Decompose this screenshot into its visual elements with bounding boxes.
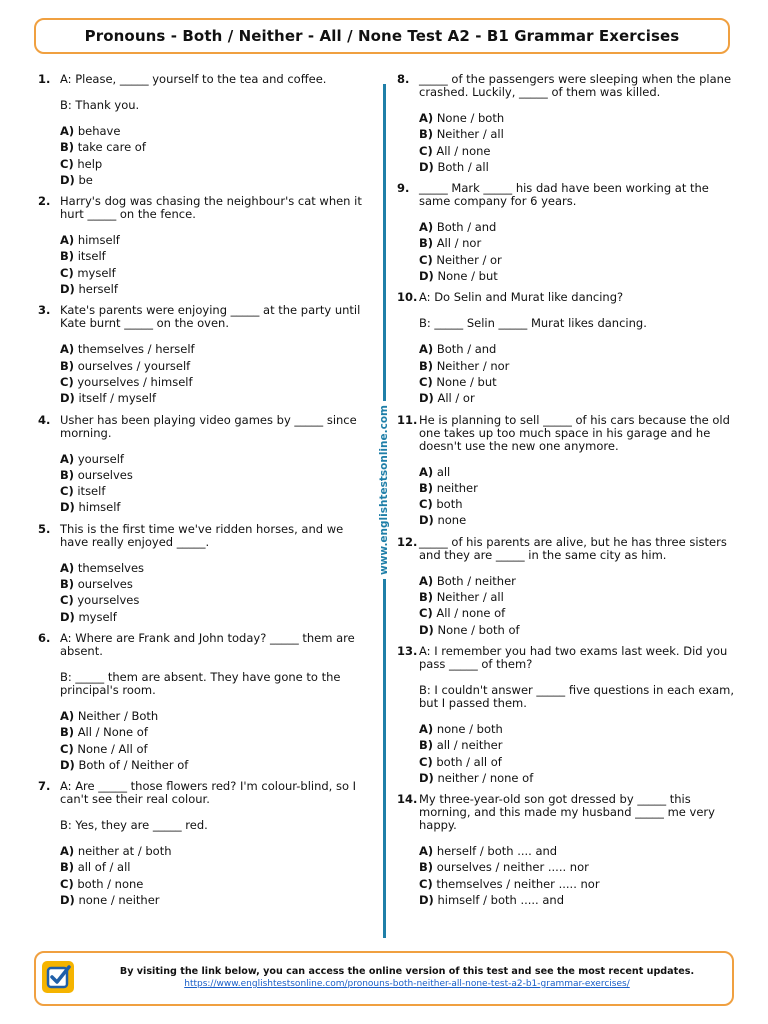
option-text: yourselves [77, 593, 140, 608]
answer-option[interactable] [60, 594, 368, 610]
answer-option[interactable] [60, 283, 368, 299]
question-text: A: Please, _____ yourself to the tea and coffee. [60, 72, 327, 86]
answer-option[interactable] [60, 141, 368, 157]
answer-option[interactable] [419, 498, 742, 514]
question-item [397, 645, 742, 788]
option-letter: B) [60, 140, 75, 155]
question-item [38, 304, 368, 408]
option-text: ourselves / neither ..... nor [436, 860, 589, 875]
option-letter: C) [60, 484, 74, 499]
question-number: 1. [38, 72, 51, 86]
answer-option[interactable] [419, 845, 742, 861]
answer-option[interactable] [60, 878, 368, 894]
option-text: all [436, 464, 451, 479]
question-item [38, 195, 368, 299]
option-text: Both / and [436, 220, 497, 235]
answer-option[interactable] [419, 128, 742, 144]
option-letter: D) [60, 172, 75, 187]
footer-box [34, 951, 734, 1006]
option-letter: A) [419, 464, 434, 479]
option-letter: D) [60, 609, 75, 624]
option-text: Both / all [437, 159, 489, 174]
option-letter: B) [60, 577, 75, 592]
answer-option[interactable] [419, 270, 742, 286]
question-text: B: _____ them are absent. They have gone to the principal's room. [60, 669, 341, 697]
question-text: B: Yes, they are _____ red. [60, 818, 208, 833]
option-letter: D) [419, 159, 434, 174]
option-text: None / but [437, 269, 498, 284]
question-text: This is the first time we've ridden horses, and we have really enjoyed _____. [60, 521, 344, 549]
question-text: A: Do Selin and Murat like dancing? [419, 290, 624, 305]
option-letter: B) [419, 860, 434, 875]
option-text: None / All of [77, 741, 148, 756]
option-letter: A) [419, 111, 434, 125]
question-number: 2. [38, 194, 51, 209]
question-text: My three-year-old son got dressed by _____ this morning, and this made my husband _____ me very happy. [419, 792, 715, 833]
question-body [60, 780, 368, 910]
option-text: Neither / or [436, 252, 502, 267]
right-question-column [397, 73, 742, 915]
page-title: Pronouns - Both / Neither - All / None Test A2 - B1 Grammar Exercises [84, 27, 680, 45]
answer-option[interactable] [60, 360, 368, 376]
option-text: Neither / all [436, 127, 504, 142]
option-text: behave [77, 124, 121, 138]
option-text: All / or [437, 391, 475, 406]
question-number: 10. [397, 290, 418, 305]
answer-option[interactable] [419, 878, 742, 894]
question-item [397, 182, 742, 286]
option-letter: D) [419, 893, 434, 908]
question-body [419, 73, 742, 177]
option-text: be [78, 172, 93, 187]
answer-option[interactable] [419, 575, 742, 591]
question-text: A: Where are Frank and John today? _____ them are absent. [60, 630, 355, 658]
option-text: myself [77, 265, 116, 280]
question-number: 5. [38, 521, 51, 536]
option-text: myself [78, 609, 117, 624]
answer-option[interactable] [60, 894, 368, 910]
option-text: help [77, 156, 103, 171]
option-letter: A) [60, 560, 75, 575]
question-body [419, 182, 742, 286]
question-number: 13. [397, 643, 418, 658]
question-number: 11. [397, 412, 418, 427]
option-letter: A) [60, 124, 75, 138]
question-body [419, 645, 742, 788]
option-letter: B) [60, 860, 75, 875]
option-text: take care of [77, 140, 146, 155]
option-letter: C) [419, 754, 433, 769]
option-letter: B) [60, 249, 75, 264]
question-item [38, 523, 368, 627]
answer-option[interactable] [60, 250, 368, 266]
option-text: yourself [77, 451, 124, 466]
option-letter: C) [60, 741, 74, 756]
option-letter: C) [419, 374, 433, 389]
question-item [38, 73, 368, 190]
question-body [60, 523, 368, 627]
answer-option[interactable] [419, 221, 742, 237]
answer-option[interactable] [60, 501, 368, 517]
answer-option[interactable] [419, 482, 742, 498]
option-letter: C) [60, 156, 74, 171]
option-text: None / both [436, 111, 505, 125]
answer-option[interactable] [60, 343, 368, 359]
question-item [397, 536, 742, 640]
answer-option[interactable] [60, 174, 368, 190]
question-item [38, 632, 368, 775]
option-letter: B) [419, 127, 434, 142]
answer-option[interactable] [60, 861, 368, 877]
option-text: all of / all [77, 860, 131, 875]
option-text: both / all of [436, 754, 502, 769]
answer-option[interactable] [419, 392, 742, 408]
option-text: all / neither [436, 738, 503, 753]
answer-option[interactable] [419, 739, 742, 755]
option-text: ourselves [77, 467, 133, 482]
left-question-column [38, 73, 368, 915]
answer-option[interactable] [419, 514, 742, 530]
question-text: B: Thank you. [60, 98, 140, 112]
question-body [419, 536, 742, 640]
answer-option[interactable] [419, 607, 742, 623]
question-number: 4. [38, 412, 51, 427]
answer-option[interactable] [419, 343, 742, 359]
option-letter: D) [60, 757, 75, 772]
option-text: himself / both ..... and [437, 893, 565, 908]
option-letter: C) [419, 143, 433, 158]
option-letter: C) [60, 265, 74, 280]
question-text: Harry's dog was chasing the neighbour's cat when it hurt _____ on the fence. [60, 194, 362, 222]
answer-option[interactable] [60, 469, 368, 485]
answer-option[interactable] [419, 756, 742, 772]
option-letter: C) [60, 593, 74, 608]
question-number: 9. [397, 181, 410, 196]
question-text: B: _____ Selin _____ Murat likes dancing. [419, 316, 647, 331]
option-letter: A) [419, 342, 434, 357]
question-item [397, 73, 742, 177]
option-text: none / both [436, 721, 503, 736]
question-text: _____ Mark _____ his dad have been working at the same company for 6 years. [419, 181, 709, 209]
option-text: Both / and [436, 342, 497, 357]
question-number: 7. [38, 779, 51, 794]
question-number: 14. [397, 792, 418, 807]
title-box [34, 18, 730, 54]
option-letter: A) [419, 721, 434, 736]
option-letter: A) [419, 573, 434, 588]
answer-option[interactable] [60, 743, 368, 759]
answer-option[interactable] [60, 611, 368, 627]
answer-option[interactable] [60, 726, 368, 742]
option-text: neither at / both [77, 844, 172, 859]
option-letter: B) [419, 480, 434, 495]
option-letter: B) [419, 236, 434, 251]
answer-option[interactable] [60, 485, 368, 501]
option-letter: B) [60, 467, 75, 482]
option-text: Neither / Both [77, 708, 159, 723]
option-letter: C) [419, 252, 433, 267]
question-body [60, 304, 368, 408]
answer-option[interactable] [60, 376, 368, 392]
option-letter: C) [419, 497, 433, 512]
option-letter: B) [419, 358, 434, 373]
question-body [60, 195, 368, 299]
answer-option[interactable] [419, 591, 742, 607]
option-text: All / None of [77, 725, 148, 740]
option-letter: A) [60, 342, 75, 357]
question-item [397, 793, 742, 910]
test-link[interactable]: https://www.englishtestsonline.com/pronouns-both-neither-all-none-test-a2-b1-grammar-exercises/ [184, 979, 630, 989]
answer-option[interactable] [60, 845, 368, 861]
option-letter: D) [419, 513, 434, 528]
watermark-text: www.englishtestsonline.com [378, 401, 390, 579]
option-letter: D) [419, 269, 434, 284]
answer-option[interactable] [60, 562, 368, 578]
option-letter: D) [60, 391, 75, 406]
option-text: All / none of [436, 606, 506, 621]
answer-option[interactable] [60, 453, 368, 469]
question-number: 3. [38, 303, 51, 318]
question-number: 6. [38, 630, 51, 645]
option-letter: A) [60, 708, 75, 723]
answer-option[interactable] [419, 254, 742, 270]
option-letter: B) [60, 725, 75, 740]
question-text: _____ of the passengers were sleeping when the plane crashed. Luckily, _____ of them was killed. [419, 72, 732, 99]
question-item [38, 414, 368, 518]
option-text: himself [78, 500, 121, 515]
option-text: None / both of [437, 622, 520, 637]
answer-option[interactable] [60, 267, 368, 283]
option-text: Both / neither [436, 573, 516, 588]
answer-option[interactable] [60, 392, 368, 408]
option-text: both / none [77, 876, 144, 891]
answer-option[interactable] [60, 158, 368, 174]
option-text: neither [436, 480, 478, 495]
question-number: 12. [397, 534, 418, 549]
option-text: ourselves [77, 577, 133, 592]
question-number: 8. [397, 72, 410, 86]
option-letter: A) [419, 844, 434, 859]
option-text: themselves / herself [77, 342, 195, 357]
option-text: All / none [436, 143, 491, 158]
question-body [419, 291, 742, 408]
option-letter: D) [60, 282, 75, 297]
option-letter: B) [419, 738, 434, 753]
option-letter: A) [419, 220, 434, 235]
option-letter: C) [60, 876, 74, 891]
option-text: neither / none of [437, 770, 534, 785]
option-letter: D) [419, 622, 434, 637]
question-body [419, 414, 742, 531]
option-text: both [436, 497, 463, 512]
question-text: _____ of his parents are alive, but he has three sisters and they are _____ in the same city as him. [419, 534, 727, 562]
option-text: Both of / Neither of [78, 757, 189, 772]
option-text: itself [77, 249, 106, 264]
question-body [60, 632, 368, 775]
option-letter: D) [419, 770, 434, 785]
question-text: A: Are _____ those flowers red? I'm colour-blind, so I can't see their real colour. [60, 779, 357, 807]
option-letter: C) [60, 374, 74, 389]
answer-option[interactable] [419, 161, 742, 177]
answer-option[interactable] [60, 710, 368, 726]
answer-option[interactable] [419, 723, 742, 739]
option-text: itself [77, 484, 106, 499]
question-text: Usher has been playing video games by _____ since morning. [60, 412, 357, 440]
answer-option[interactable] [419, 466, 742, 482]
option-text: themselves [77, 560, 145, 575]
option-letter: D) [60, 893, 75, 908]
answer-option[interactable] [419, 145, 742, 161]
answer-option[interactable] [60, 234, 368, 250]
option-text: yourselves / himself [77, 374, 193, 389]
option-letter: D) [419, 391, 434, 406]
answer-option[interactable] [419, 772, 742, 788]
question-body [419, 793, 742, 910]
question-body [60, 73, 368, 190]
answer-option[interactable] [419, 360, 742, 376]
option-letter: C) [419, 606, 433, 621]
option-letter: B) [60, 358, 75, 373]
option-letter: C) [419, 876, 433, 891]
answer-option[interactable] [419, 112, 742, 128]
answer-option[interactable] [419, 624, 742, 640]
answer-option[interactable] [419, 237, 742, 253]
question-body [60, 414, 368, 518]
question-item [397, 291, 742, 408]
footer-notice: By visiting the link below, you can access the online version of this test and see the most recent updates. [119, 966, 695, 977]
answer-option[interactable] [419, 861, 742, 877]
option-letter: A) [60, 233, 75, 248]
question-item [397, 414, 742, 531]
option-text: herself [78, 282, 118, 297]
checkbox-check-icon [42, 961, 74, 993]
option-text: herself / both .... and [436, 844, 558, 859]
answer-option[interactable] [60, 759, 368, 775]
option-text: All / nor [436, 236, 482, 251]
question-text: A: I remember you had two exams last week. Did you pass _____ of them? [419, 643, 728, 671]
question-item [38, 780, 368, 910]
question-text: He is planning to sell _____ of his cars because the old one takes up too much space in his garage and he doesn't use the new one anymore. [419, 412, 730, 453]
option-text: None / but [436, 374, 497, 389]
option-text: none / neither [78, 893, 160, 908]
question-text: Kate's parents were enjoying _____ at the party until Kate burnt _____ on the oven. [60, 303, 361, 331]
option-text: none [437, 513, 467, 528]
question-text: B: I couldn't answer _____ five questions in each exam, but I passed them. [419, 682, 735, 710]
option-letter: B) [419, 590, 434, 605]
option-text: Neither / nor [436, 358, 510, 373]
option-letter: D) [60, 500, 75, 515]
answer-option[interactable] [60, 125, 368, 141]
watermark [374, 405, 394, 575]
option-text: Neither / all [436, 590, 504, 605]
option-letter: A) [60, 451, 75, 466]
option-text: ourselves / yourself [77, 358, 191, 373]
option-text: itself / myself [78, 391, 156, 406]
option-text: themselves / neither ..... nor [436, 876, 600, 891]
answer-option[interactable] [60, 578, 368, 594]
option-letter: A) [60, 844, 75, 859]
option-text: himself [77, 233, 120, 248]
answer-option[interactable] [419, 894, 742, 910]
answer-option[interactable] [419, 376, 742, 392]
